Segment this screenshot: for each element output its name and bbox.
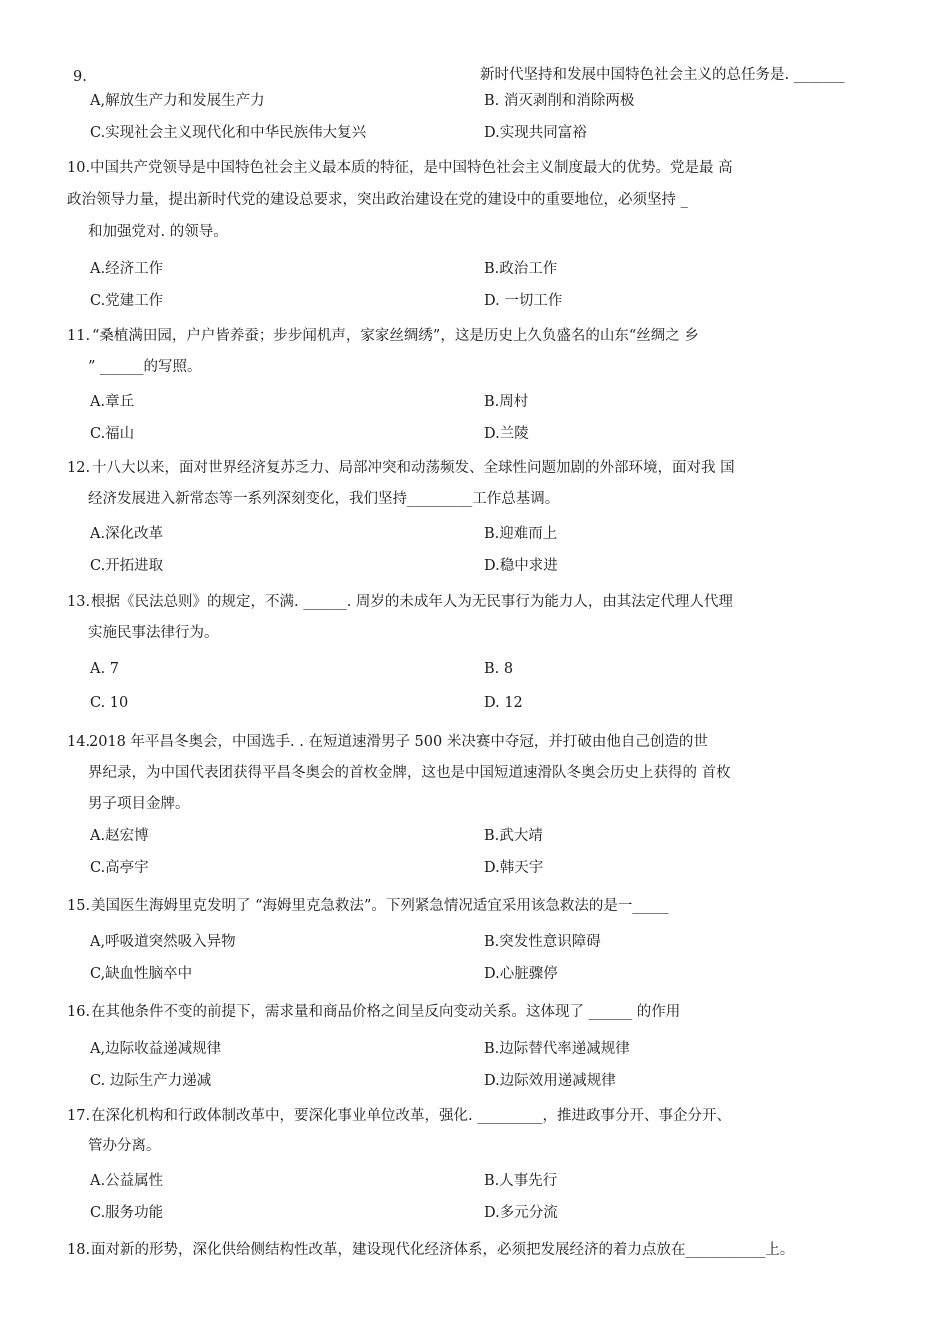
q17-stem-2: 管办分离。 xyxy=(88,1138,161,1154)
q13-number: 13. xyxy=(67,594,91,610)
q9-stem-1: 新时代坚持和发展中国特色社会主义的总任务是. _______ xyxy=(480,67,845,83)
q9-number: 9. xyxy=(73,69,87,85)
q12-option-b: B.迎难而上 xyxy=(484,526,558,542)
q16-stem-1: 在其他条件不变的前提下，需求量和商品价格之间呈反向变动关系。这体现了 ______ 的作用 xyxy=(91,1004,681,1020)
q15-stem-1: 美国医生海姆里克发明了 “海姆里克急救法”。下列紧急情况适宜采用该急救法的是一_____ xyxy=(91,898,669,914)
q12-option-a: A.深化改革 xyxy=(90,526,164,542)
q14-option-d: D.韩天宇 xyxy=(484,860,544,876)
q17-option-b: B.人事先行 xyxy=(484,1173,558,1189)
q15-number: 15. xyxy=(67,898,91,914)
q15-option-c: C,缺血性脑卒中 xyxy=(90,966,193,982)
q12-number: 12. xyxy=(67,460,91,476)
q17-option-d: D.多元分流 xyxy=(484,1205,558,1221)
q9-option-a: A,解放生产力和发展生产力 xyxy=(90,93,265,109)
q11-option-d: D.兰陵 xyxy=(484,426,529,442)
q16-option-c: C. 边际生产力递减 xyxy=(90,1073,212,1089)
q14-number: 14. xyxy=(67,734,91,750)
q15-option-a: A,呼吸道突然吸入异物 xyxy=(90,934,236,950)
q10-stem-2: 政治领导力量，提出新时代党的建设总要求，突出政治建设在党的建设中的重要地位，必须坚持 _ xyxy=(67,192,688,208)
q13-stem-1: 根据《民法总则》的规定，不满. ______. 周岁的未成年人为无民事行为能力人，由其法定代理人代理 xyxy=(91,594,733,610)
q10-stem-1: 中国共产党领导是中国特色社会主义最本质的特征，是中国特色社会主义制度最大的优势。党是最 高 xyxy=(90,160,733,176)
q14-stem-1: 2018 年平昌冬奥会，中国选手. . 在短道速滑男子 500 米决赛中夺冠，并打破由他自己创造的世 xyxy=(89,734,708,750)
q12-stem-2: 经济发展进入新常态等一系列深刻变化，我们坚持_________工作总基调。 xyxy=(88,491,560,507)
q11-stem-1: “桑植满田园，户户皆养蚕；步步闻机声，家家丝绸绣”，这是历史上久负盛名的山东“丝绸之 乡 xyxy=(92,328,699,344)
q15-option-b: B.突发性意识障碍 xyxy=(484,934,601,950)
q14-option-b: B.武大靖 xyxy=(484,828,543,844)
q10-stem-3: 和加强党对. 的领导。 xyxy=(88,224,228,240)
q10-option-b: B.政治工作 xyxy=(484,261,558,277)
q14-option-a: A.赵宏博 xyxy=(90,828,149,844)
q11-option-c: C.福山 xyxy=(90,426,135,442)
q9-option-c: C.实现社会主义现代化和中华民族伟大复兴 xyxy=(90,125,367,141)
q13-option-a: A. 7 xyxy=(90,661,119,677)
q13-option-d: D. 12 xyxy=(484,695,523,711)
q16-option-b: B.边际替代率递减规律 xyxy=(484,1041,630,1057)
q14-stem-3: 男子项目金牌。 xyxy=(88,796,190,812)
q13-stem-2: 实施民事法律行为。 xyxy=(88,625,219,641)
q16-number: 16. xyxy=(67,1004,91,1020)
q9-option-b: B. 消灭剥削和消除两极 xyxy=(484,93,635,109)
q11-option-b: B.周村 xyxy=(484,394,529,410)
q16-option-d: D.边际效用递减规律 xyxy=(484,1073,616,1089)
q10-option-a: A.经济工作 xyxy=(90,261,164,277)
q17-stem-1: 在深化机构和行政体制改革中，要深化事业单位改革，强化. _________，推进政事分开、事企分开、 xyxy=(91,1108,731,1124)
q13-option-b: B. 8 xyxy=(484,661,514,677)
q11-stem-2: ” ______的写照。 xyxy=(88,359,202,375)
q11-option-a: A.章丘 xyxy=(90,394,135,410)
q12-stem-1: 十八大以来，面对世界经济复苏乏力、局部冲突和动荡频发、全球性问题加剧的外部环境，面对我 国 xyxy=(92,460,735,476)
q17-option-c: C.服务功能 xyxy=(90,1205,164,1221)
q13-option-c: C. 10 xyxy=(90,695,129,711)
q10-option-d: D. 一切工作 xyxy=(484,293,563,309)
q17-option-a: A.公益属性 xyxy=(90,1173,164,1189)
q14-stem-2: 界纪录，为中国代表团获得平昌冬奥会的首枚金牌，这也是中国短道速滑队冬奥会历史上获得的 首枚 xyxy=(88,765,731,781)
q10-option-c: C.党建工作 xyxy=(90,293,164,309)
q10-number: 10. xyxy=(67,160,91,176)
q18-stem-1: 面对新的形势，深化供给侧结构性改革，建设现代化经济体系，必须把发展经济的着力点放在___________上。 xyxy=(91,1242,795,1258)
q12-option-c: C.开拓进取 xyxy=(90,558,164,574)
q15-option-d: D.心脏骤停 xyxy=(484,966,558,982)
q18-number: 18. xyxy=(67,1242,91,1258)
q16-option-a: A,边际收益递减规律 xyxy=(90,1041,222,1057)
q17-number: 17. xyxy=(67,1108,91,1124)
q11-number: 11. xyxy=(67,328,91,344)
q14-option-c: C.高亭宇 xyxy=(90,860,149,876)
q12-option-d: D.稳中求进 xyxy=(484,558,558,574)
q9-option-d: D.实现共同富裕 xyxy=(484,125,587,141)
